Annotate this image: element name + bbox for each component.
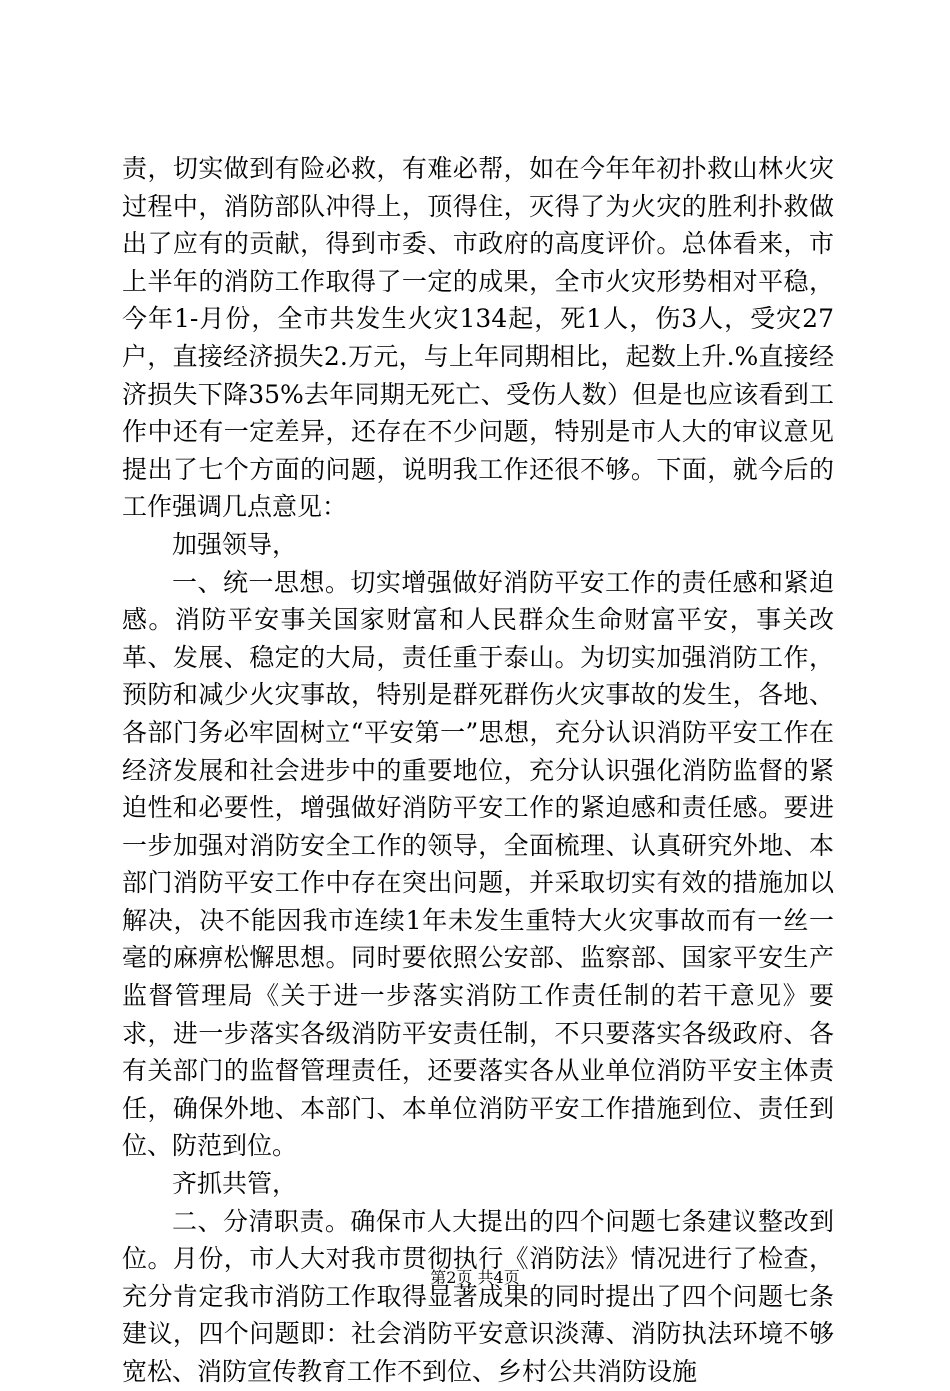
paragraph-5: 二、分清职责。确保市人大提出的四个问题七条建议整改到位。月份，市人大对我市贯彻执行《消防法》情况进行了检查，充分肯定我市消防工作取得显著成果的同时提出了四个问题七条建议，四个问题即：社会消防平安意识淡薄、消防执法环境不够宽松、消防宣传教育工作不到位、乡村公共消防设施	[122, 1206, 834, 1386]
document-body	[122, 150, 834, 1391]
paragraph-3: 一、统一思想。切实增强做好消防平安工作的责任感和紧迫感。消防平安事关国家财富和人民群众生命财富平安，事关改革、发展、稳定的大局，责任重于泰山。为切实加强消防工作，预防和减少火灾事故，特别是群死群伤火灾事故的发生，各地、各部门务必牢固树立“平安第一”思想，充分认识消防平安工作在经济发展和社会进步中的重要地位，充分认识强化消防监督的紧迫性和必要性，增强做好消防平安工作的紧迫感和责任感。要进一步加强对消防安全工作的领导，全面梳理、认真研究外地、本部门消防平安工作中存在突出问题，并采取切实有效的措施加以解决，决不能因我市连续1年未发生重特大火灾事故而有一丝一毫的麻痹松懈思想。同时要依照公安部、监察部、国家平安生产监督管理局《关于进一步落实消防工作责任制的若干意见》要求，进一步落实各级消防平安责任制，不只要落实各级政府、各有关部门的监督管理责任，还要落实各从业单位消防平安主体责任，确保外地、本部门、本单位消防平安工作措施到位、责任到位、防范到位。	[122, 567, 834, 1161]
page-number-label: 第2页 共4页	[430, 1268, 520, 1287]
page-footer	[0, 1268, 950, 1288]
paragraph-1: 责，切实做到有险必救，有难必帮，如在今年年初扑救山林火灾过程中，消防部队冲得上，顶得住，灭得了为火灾的胜利扑救做出了应有的贡献，得到市委、市政府的高度评价。总体看来，市上半年的消防工作取得了一定的成果，全市火灾形势相对平稳，今年1-月份，全市共发生火灾134起，死1人，伤3人，受灾27户，直接经济损失2.万元，与上年同期相比，起数上升.%直接经济损失下降35%去年同期无死亡、受伤人数）但是也应该看到工作中还有一定差异，还存在不少问题，特别是市人大的审议意见提出了七个方面的问题，说明我工作还很不够。下面，就今后的工作强调几点意见：	[122, 154, 834, 522]
paragraph-2: 加强领导，	[172, 529, 298, 559]
paragraph-4: 齐抓共管，	[172, 1169, 298, 1199]
